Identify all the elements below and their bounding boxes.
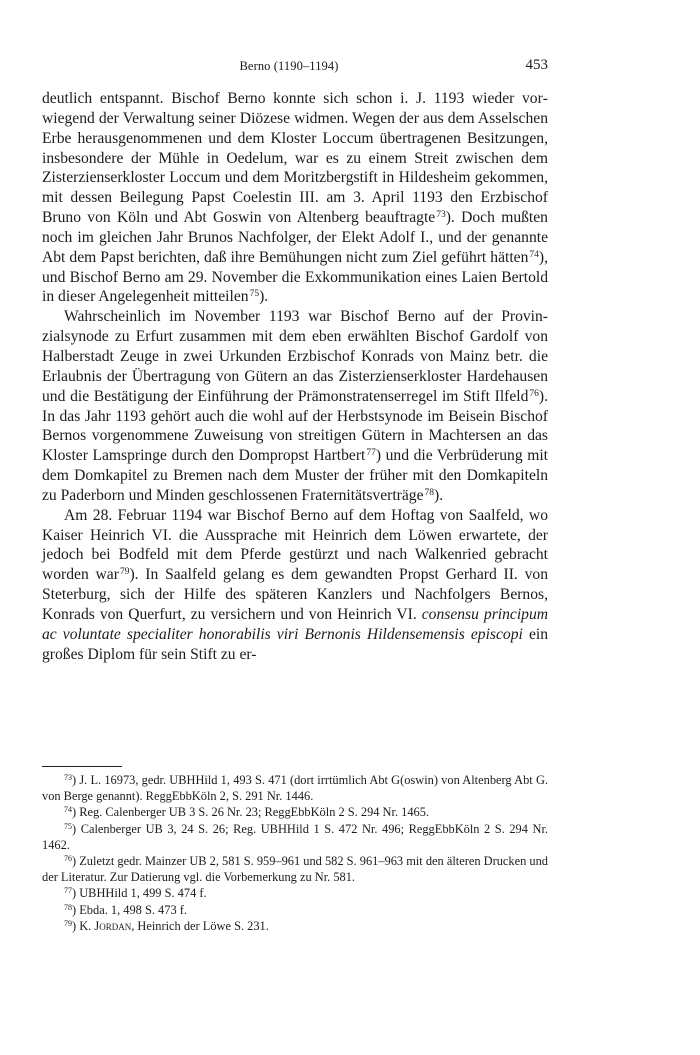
text-run: ), und Bischof Berno am 29. November die Exkommunikation eines Laien Bertold in dieser Angelegenheit mitteilen [42, 248, 548, 306]
footnote-number: 73 [64, 773, 72, 782]
footnote-ref[interactable]: 75 [249, 289, 260, 300]
footnote-text: Calenberger UB 3, 24 S. 26; Reg. UBHHild 1 S. 472 Nr. 496; ReggEbbKöln 2 S. 294 Nr. 1462. [42, 821, 548, 852]
footnote-number: 77 [64, 886, 72, 896]
running-head [42, 58, 548, 76]
footnote-text: UBHHild 1, 499 S. 474 f. [79, 886, 207, 901]
footnotes [42, 772, 548, 934]
footnote-marker-paren: ) [72, 902, 80, 917]
text-run: ein großes Diplom für sein Stift zu er- [42, 625, 548, 663]
footnote-marker-paren: ) [72, 854, 80, 869]
footnote-marker-paren: ) [72, 773, 80, 787]
paragraph [42, 506, 548, 665]
footnote-separator [42, 766, 122, 767]
footnote [42, 885, 548, 901]
paragraph [42, 89, 548, 307]
text-run: Am 28. Februar 1194 war Bischof Berno auf dem Hoftag von Saalfeld, wo Kaiser Heinrich VI. die Aussprache mit Heinrich dem Löwen erwartete, der jedoch bei Bodfeld mit dem Pferde gestürzt und nach Walkenried gebracht worden war [42, 506, 548, 584]
footnote-number: 79 [64, 918, 72, 928]
running-title: Berno (1190–1194) [239, 59, 339, 73]
footnote-ref[interactable]: 77 [366, 448, 376, 459]
footnote [42, 902, 548, 918]
footnote-text: Ebda. 1, 498 S. 473 f. [79, 902, 187, 917]
text-run: ). [434, 486, 444, 504]
footnote-marker-paren: ) [72, 805, 80, 820]
text-run: ). In das Jahr 1193 gehört auch die wohl auf der Herbstsynode im Beisein Bischof Bernos vorgenommene Zuweisung von streitigen Gütern in Machtersen an das Kloster Lamspringe durch den Dompropst Hartbert [42, 387, 548, 465]
text-run: Wahrscheinlich im November 1193 war Bischof Berno auf der Provinzialsynode zu Erfurt zusammen mit dem eben erwählten Bischof Gardolf von Halberstadt Zeuge in zwei Urkunden Erzbischof Konrads von Mainz betr. die Erlaubnis der Übertragung von Gütern an das Zisterzienserkloster Hardehausen und die Bestätigung der Einführung der Prämonstratenserregel im Stift Ilfeld [42, 308, 548, 405]
footnote-number: 78 [64, 902, 72, 912]
text-run: ). [259, 288, 269, 306]
footnote [42, 804, 548, 820]
footnote-number: 76 [64, 854, 72, 864]
page-number: 453 [525, 57, 548, 73]
body-text [42, 89, 548, 664]
footnote-ref[interactable]: 79 [119, 567, 130, 578]
footnote [42, 821, 548, 853]
paragraph [42, 307, 548, 505]
text-run: ). Doch mußten noch im gleichen Jahr Brunos Nachfolger, der Elekt Adolf I., und der genannte Abt dem Papst berichten, daß ihre Bemühungen nicht zum Ziel geführt hätten [42, 209, 548, 266]
latin-quotation: consensu principum ac voluntate specialiter honorabilis viri Bernonis Hildensemensis episcopi [42, 605, 549, 643]
footnote-marker-paren: ) [72, 886, 80, 901]
footnote-ref[interactable]: 73 [436, 210, 446, 221]
text-run: deutlich entspannt. Bischof Berno konnte sich schon i. J. 1193 wieder vorwiegend der Verwaltung seiner Diözese widmen. Wegen der aus dem Asselschen Erbe herausgenommenen und dem Kloster Loccum übertragenen Besitzungen, insbesondere der Mühle in Oedelum, war es zu einem Streit zwischen dem Zisterzienserkloster Loccum und dem Moritzbergstift in Hildesheim gekommen, mit dessen Beilegung Papst Coelestin III. am 3. April 1193 den Erzbischof Bruno von Köln und Abt Goswin von Altenberg beauftragte [42, 90, 548, 227]
footnote-marker-paren: ) [72, 918, 80, 933]
footnote-ref[interactable]: 78 [424, 487, 434, 498]
footnote-number: 75 [64, 821, 72, 831]
text-run: ). In Saalfeld gelang es dem gewandten Propst Gerhard II. von Steterburg, sich der Hilfe des späteren Kanzlers und Nachfolgers Bernos, Konrads von Querfurt, zu versichern und von Heinrich VI. [42, 566, 548, 623]
footnote-marker-paren: ) [72, 821, 81, 836]
text-run: ) und die Verbrüderung mit dem Domkapitel zu Bremen nach dem Muster der früher mit den Domkapiteln zu Paderborn und Minden geschlossenen Fraternitätsverträge [42, 447, 548, 504]
footnote-text: Zuletzt gedr. Mainzer UB 2, 581 S. 959–961 und 582 S. 961–963 mit den älteren Drucken und der Literatur. Zur Datierung vgl. die Vorbemerkung zu Nr. 581. [42, 854, 548, 885]
footnote-number: 74 [64, 805, 72, 815]
author-name: K. Jordan [79, 918, 132, 933]
footnote-text: J. L. 16973, gedr. UBHHild 1, 493 S. 471 (dort irrtümlich Abt G(oswin) von Altenberg Abt G. von Berge genannt). ReggEbbKöln 2, S. 291 Nr. 1446. [42, 773, 548, 804]
footnote-ref[interactable]: 76 [529, 388, 539, 399]
footnote [42, 918, 548, 934]
footnote-text: Reg. Calenberger UB 3 S. 26 Nr. 23; ReggEbbKöln 2 S. 294 Nr. 1465. [79, 805, 430, 820]
footnote [42, 772, 548, 804]
footnote-ref[interactable]: 74 [529, 249, 539, 260]
footnote-text: , Heinrich der Löwe S. 231. [131, 918, 269, 933]
footnote [42, 853, 548, 885]
